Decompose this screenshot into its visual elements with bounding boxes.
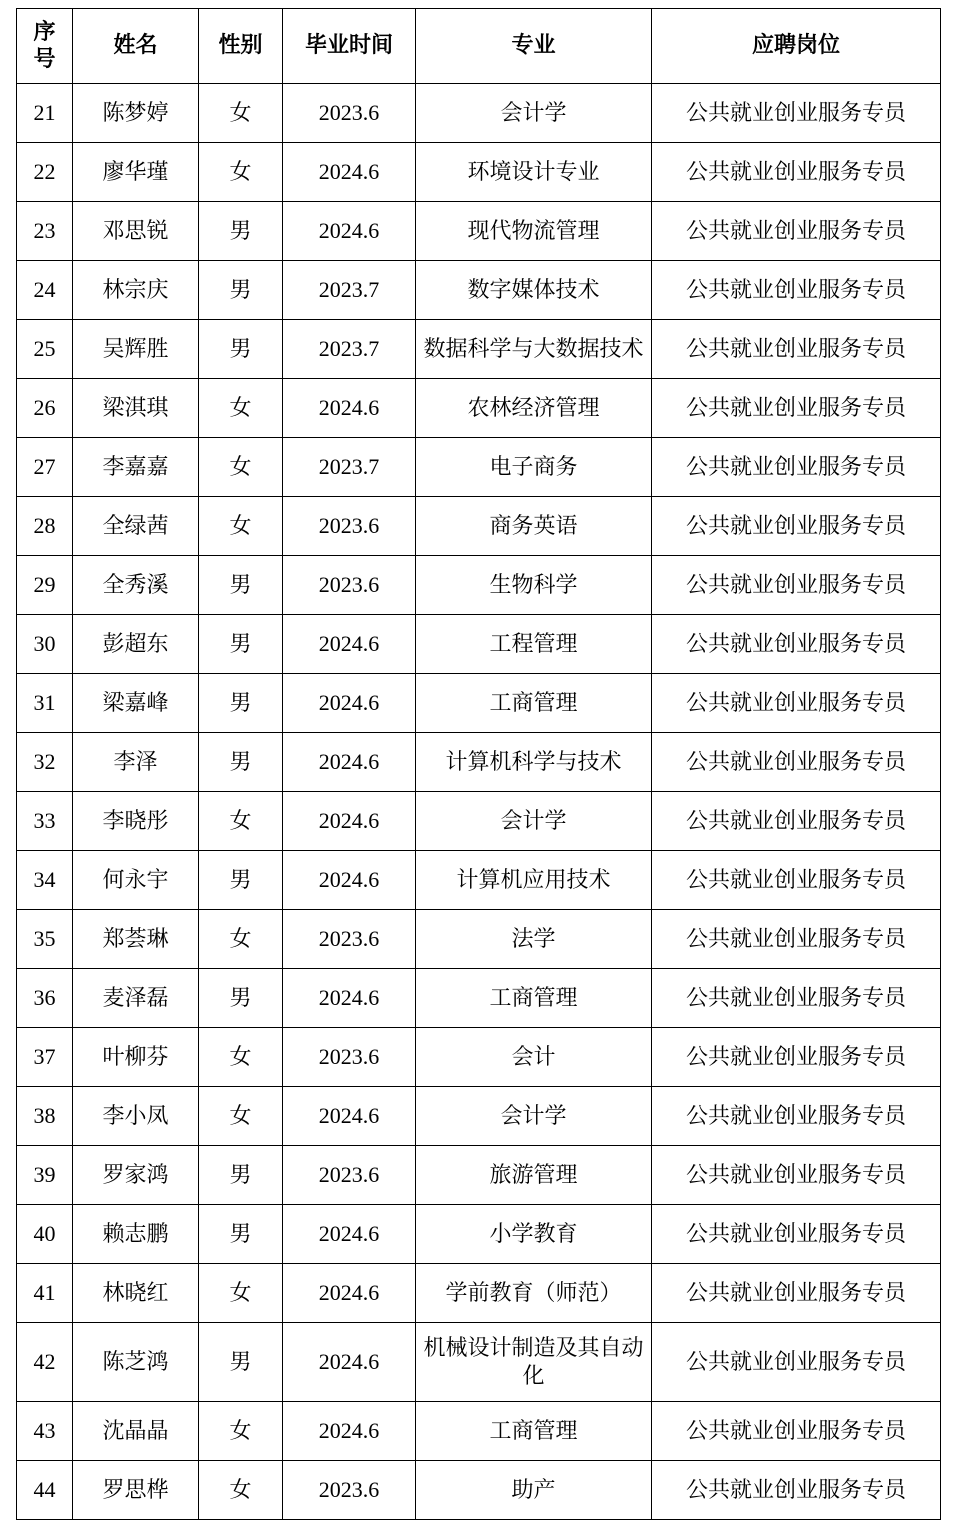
cell-name: 何永宇: [73, 850, 199, 909]
cell-name: 郑荟琳: [73, 909, 199, 968]
cell-position: 公共就业创业服务专员: [652, 791, 941, 850]
cell-major: 工程管理: [416, 614, 652, 673]
cell-position: 公共就业创业服务专员: [652, 83, 941, 142]
cell-graduation: 2023.6: [283, 909, 416, 968]
cell-position: 公共就业创业服务专员: [652, 1401, 941, 1460]
cell-major: 电子商务: [416, 437, 652, 496]
table-row: [17, 142, 941, 201]
table-row: [17, 732, 941, 791]
cell-major: 旅游管理: [416, 1145, 652, 1204]
cell-sex: 女: [199, 1401, 283, 1460]
cell-name: 李嘉嘉: [73, 437, 199, 496]
cell-position: 公共就业创业服务专员: [652, 614, 941, 673]
cell-sex: 男: [199, 1322, 283, 1401]
cell-graduation: 2023.6: [283, 496, 416, 555]
table-row: [17, 791, 941, 850]
cell-position: 公共就业创业服务专员: [652, 378, 941, 437]
cell-position: 公共就业创业服务专员: [652, 1460, 941, 1519]
cell-name: 罗家鸿: [73, 1145, 199, 1204]
cell-major: 农林经济管理: [416, 378, 652, 437]
cell-position: 公共就业创业服务专员: [652, 732, 941, 791]
cell-major: 会计学: [416, 1086, 652, 1145]
cell-sex: 男: [199, 201, 283, 260]
cell-major: 学前教育（师范）: [416, 1263, 652, 1322]
cell-name: 李小凤: [73, 1086, 199, 1145]
cell-position: 公共就业创业服务专员: [652, 319, 941, 378]
cell-index: 29: [17, 555, 73, 614]
cell-graduation: 2024.6: [283, 791, 416, 850]
cell-sex: 女: [199, 142, 283, 201]
cell-sex: 男: [199, 555, 283, 614]
cell-graduation: 2024.6: [283, 850, 416, 909]
cell-index: 24: [17, 260, 73, 319]
cell-graduation: 2023.6: [283, 1027, 416, 1086]
cell-major: 小学教育: [416, 1204, 652, 1263]
cell-sex: 女: [199, 791, 283, 850]
table-row: [17, 437, 941, 496]
cell-index: 30: [17, 614, 73, 673]
cell-position: 公共就业创业服务专员: [652, 1145, 941, 1204]
cell-major: 工商管理: [416, 968, 652, 1027]
table-row: [17, 1027, 941, 1086]
table-row: [17, 319, 941, 378]
cell-sex: 女: [199, 1086, 283, 1145]
table-row: [17, 1263, 941, 1322]
cell-name: 陈芝鸿: [73, 1322, 199, 1401]
cell-major: 数字媒体技术: [416, 260, 652, 319]
cell-index: 37: [17, 1027, 73, 1086]
cell-name: 叶柳芬: [73, 1027, 199, 1086]
cell-major: 会计学: [416, 83, 652, 142]
cell-index: 27: [17, 437, 73, 496]
cell-graduation: 2023.6: [283, 1460, 416, 1519]
table-body: [17, 83, 941, 1519]
cell-sex: 女: [199, 83, 283, 142]
cell-major: 数据科学与大数据技术: [416, 319, 652, 378]
cell-graduation: 2024.6: [283, 1401, 416, 1460]
cell-major: 生物科学: [416, 555, 652, 614]
cell-graduation: 2023.6: [283, 555, 416, 614]
cell-graduation: 2024.6: [283, 142, 416, 201]
cell-sex: 男: [199, 1204, 283, 1263]
cell-sex: 男: [199, 968, 283, 1027]
cell-name: 赖志鹏: [73, 1204, 199, 1263]
table-row: [17, 1204, 941, 1263]
cell-position: 公共就业创业服务专员: [652, 1322, 941, 1401]
cell-major: 工商管理: [416, 673, 652, 732]
cell-graduation: 2024.6: [283, 378, 416, 437]
cell-sex: 女: [199, 909, 283, 968]
cell-position: 公共就业创业服务专员: [652, 673, 941, 732]
cell-sex: 男: [199, 614, 283, 673]
cell-index: 43: [17, 1401, 73, 1460]
cell-index: 33: [17, 791, 73, 850]
column-header-index-line1: 序: [33, 19, 56, 44]
cell-sex: 女: [199, 437, 283, 496]
cell-major: 商务英语: [416, 496, 652, 555]
column-header-graduation: 毕业时间: [283, 9, 416, 84]
cell-position: 公共就业创业服务专员: [652, 1027, 941, 1086]
cell-index: 32: [17, 732, 73, 791]
cell-name: 梁嘉峰: [73, 673, 199, 732]
table-row: [17, 201, 941, 260]
cell-name: 李泽: [73, 732, 199, 791]
table-row: [17, 260, 941, 319]
cell-sex: 女: [199, 378, 283, 437]
cell-sex: 女: [199, 1263, 283, 1322]
table-row: [17, 496, 941, 555]
table-row: [17, 555, 941, 614]
cell-major: 现代物流管理: [416, 201, 652, 260]
column-header-index-line2: 号: [33, 45, 56, 71]
cell-sex: 男: [199, 319, 283, 378]
table-row: [17, 1401, 941, 1460]
cell-index: 34: [17, 850, 73, 909]
cell-graduation: 2024.6: [283, 201, 416, 260]
cell-position: 公共就业创业服务专员: [652, 1263, 941, 1322]
cell-index: 38: [17, 1086, 73, 1145]
cell-major: 机械设计制造及其自动化: [416, 1322, 652, 1401]
table-row: [17, 1460, 941, 1519]
table-row: [17, 968, 941, 1027]
cell-name: 吴辉胜: [73, 319, 199, 378]
cell-graduation: 2024.6: [283, 968, 416, 1027]
cell-index: 41: [17, 1263, 73, 1322]
cell-index: 44: [17, 1460, 73, 1519]
table-row: [17, 1322, 941, 1401]
cell-name: 罗思桦: [73, 1460, 199, 1519]
cell-graduation: 2024.6: [283, 1086, 416, 1145]
table-row: [17, 378, 941, 437]
cell-name: 全绿茜: [73, 496, 199, 555]
cell-position: 公共就业创业服务专员: [652, 1086, 941, 1145]
cell-index: 22: [17, 142, 73, 201]
cell-name: 沈晶晶: [73, 1401, 199, 1460]
cell-position: 公共就业创业服务专员: [652, 968, 941, 1027]
table-row: [17, 673, 941, 732]
cell-sex: 男: [199, 260, 283, 319]
cell-name: 林晓红: [73, 1263, 199, 1322]
table-row: [17, 909, 941, 968]
cell-sex: 男: [199, 732, 283, 791]
cell-name: 梁淇琪: [73, 378, 199, 437]
cell-sex: 男: [199, 850, 283, 909]
cell-position: 公共就业创业服务专员: [652, 1204, 941, 1263]
cell-sex: 男: [199, 673, 283, 732]
cell-sex: 男: [199, 1145, 283, 1204]
cell-name: 彭超东: [73, 614, 199, 673]
cell-graduation: 2024.6: [283, 1204, 416, 1263]
table-row: [17, 850, 941, 909]
cell-index: 23: [17, 201, 73, 260]
cell-graduation: 2023.6: [283, 83, 416, 142]
cell-position: 公共就业创业服务专员: [652, 909, 941, 968]
cell-sex: 女: [199, 496, 283, 555]
cell-name: 邓思锐: [73, 201, 199, 260]
column-header-name: 姓名: [73, 9, 199, 84]
cell-graduation: 2023.7: [283, 437, 416, 496]
cell-name: 麦泽磊: [73, 968, 199, 1027]
cell-major: 计算机应用技术: [416, 850, 652, 909]
cell-index: 21: [17, 83, 73, 142]
column-header-position: 应聘岗位: [652, 9, 941, 84]
cell-name: 廖华瑾: [73, 142, 199, 201]
cell-position: 公共就业创业服务专员: [652, 555, 941, 614]
cell-index: 31: [17, 673, 73, 732]
applicant-roster-table: [16, 8, 941, 1520]
cell-major: 法学: [416, 909, 652, 968]
cell-major: 会计: [416, 1027, 652, 1086]
cell-position: 公共就业创业服务专员: [652, 850, 941, 909]
table-row: [17, 1145, 941, 1204]
cell-index: 25: [17, 319, 73, 378]
table-row: [17, 614, 941, 673]
table-header-row: [17, 9, 941, 84]
cell-graduation: 2023.6: [283, 1145, 416, 1204]
cell-position: 公共就业创业服务专员: [652, 496, 941, 555]
table-row: [17, 83, 941, 142]
cell-major: 计算机科学与技术: [416, 732, 652, 791]
cell-name: 陈梦婷: [73, 83, 199, 142]
cell-sex: 女: [199, 1460, 283, 1519]
cell-major: 环境设计专业: [416, 142, 652, 201]
cell-major: 助产: [416, 1460, 652, 1519]
cell-graduation: 2024.6: [283, 673, 416, 732]
cell-graduation: 2024.6: [283, 1263, 416, 1322]
column-header-sex: 性别: [199, 9, 283, 84]
cell-index: 28: [17, 496, 73, 555]
cell-graduation: 2023.7: [283, 319, 416, 378]
cell-graduation: 2023.7: [283, 260, 416, 319]
cell-index: 35: [17, 909, 73, 968]
cell-position: 公共就业创业服务专员: [652, 201, 941, 260]
cell-major: 会计学: [416, 791, 652, 850]
cell-name: 林宗庆: [73, 260, 199, 319]
cell-name: 全秀溪: [73, 555, 199, 614]
cell-index: 26: [17, 378, 73, 437]
cell-position: 公共就业创业服务专员: [652, 142, 941, 201]
cell-graduation: 2024.6: [283, 1322, 416, 1401]
table-row: [17, 1086, 941, 1145]
cell-position: 公共就业创业服务专员: [652, 260, 941, 319]
cell-index: 39: [17, 1145, 73, 1204]
column-header-index: [17, 9, 73, 84]
table-header: [17, 9, 941, 84]
column-header-major: 专业: [416, 9, 652, 84]
cell-major: 工商管理: [416, 1401, 652, 1460]
cell-index: 36: [17, 968, 73, 1027]
cell-sex: 女: [199, 1027, 283, 1086]
cell-index: 40: [17, 1204, 73, 1263]
cell-graduation: 2024.6: [283, 732, 416, 791]
cell-name: 李晓彤: [73, 791, 199, 850]
cell-index: 42: [17, 1322, 73, 1401]
cell-position: 公共就业创业服务专员: [652, 437, 941, 496]
cell-graduation: 2024.6: [283, 614, 416, 673]
